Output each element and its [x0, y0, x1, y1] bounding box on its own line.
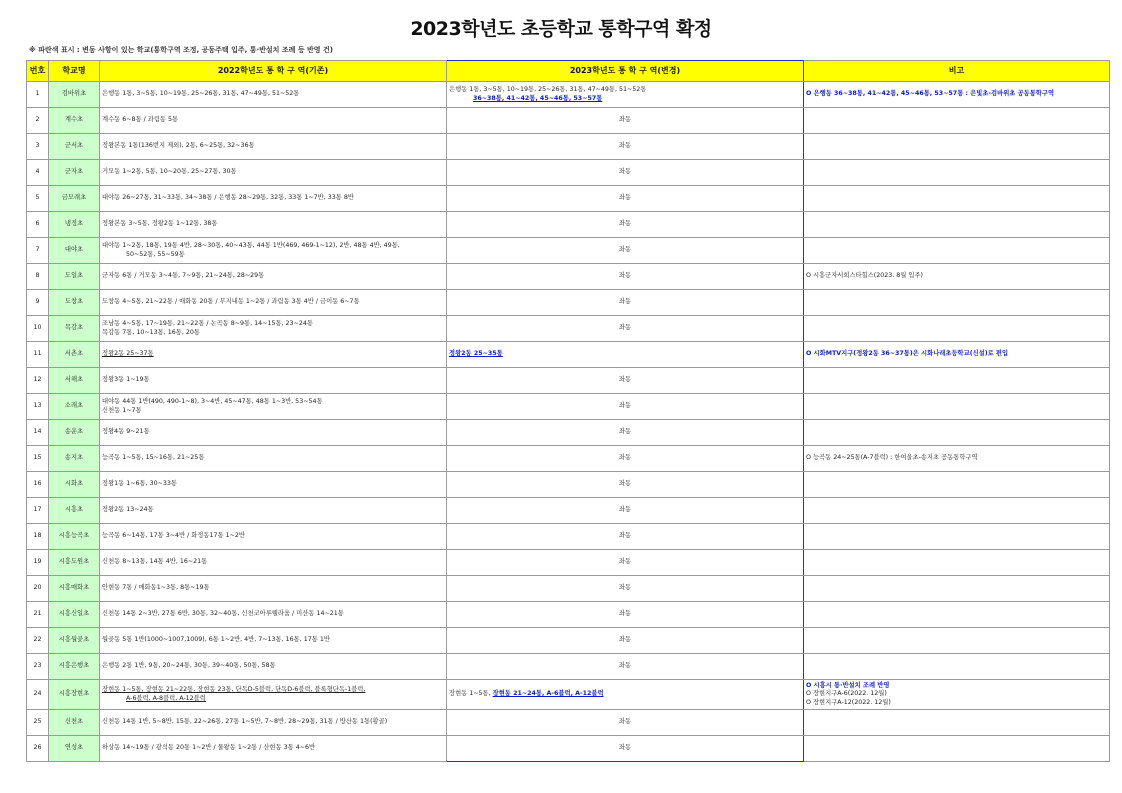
- row-no: 4: [27, 160, 49, 186]
- remark: [804, 498, 1110, 524]
- remark: [804, 654, 1110, 680]
- header-remark: 비고: [804, 61, 1110, 82]
- area-2022: 은행동 1통, 3~5통, 10~19통, 25~26통, 31통, 47~49통, 51~52통: [100, 82, 447, 108]
- remark: [804, 368, 1110, 394]
- area-2023: 좌동: [447, 290, 804, 316]
- school-name: 시흥은행초: [49, 654, 100, 680]
- school-name: 계수초: [49, 108, 100, 134]
- area-2022: [100, 238, 447, 264]
- row-no: 15: [27, 446, 49, 472]
- school-name: 시흥월곶초: [49, 628, 100, 654]
- area-2023: 좌동: [447, 446, 804, 472]
- area-2022: 정왕1동 1~6통, 30~33통: [100, 472, 447, 498]
- area-2022: 군자동 6통 / 거모동 3~4통, 7~9통, 21~24통, 28~29통: [100, 264, 447, 290]
- school-name: 검바위초: [49, 82, 100, 108]
- row-no: 3: [27, 134, 49, 160]
- school-name: 대야초: [49, 238, 100, 264]
- area-2022: 신천동 14통 2~3반, 27통 6반, 30통, 32~40통, 신천코아루웰라움 / 미산동 14~21통: [100, 602, 447, 628]
- table-row: [27, 524, 1110, 550]
- row-no: 19: [27, 550, 49, 576]
- remark: [804, 736, 1110, 762]
- area-2022: 정왕2동 25~37통: [100, 342, 447, 368]
- area-2022-line: 대야동 44통 1반(490, 490-1~8), 3~4반, 45~47통, 48통 1~3반, 53~54통: [102, 398, 323, 405]
- row-no: 22: [27, 628, 49, 654]
- area-2022: 신천동 14통 1반, 5~8반, 15통, 22~26통, 27통 1~5반, 7~8반, 28~29통, 31통 / 방산동 1통(황골): [100, 710, 447, 736]
- remark: [804, 290, 1110, 316]
- table-row: [27, 550, 1110, 576]
- area-2023: 좌동: [447, 134, 804, 160]
- school-district-table: [26, 60, 1110, 762]
- area-2022: 계수동 6~8통 / 과림동 5통: [100, 108, 447, 134]
- school-name: 시흥신일초: [49, 602, 100, 628]
- table-row: [27, 498, 1110, 524]
- remark: O 은행동 36~38통, 41~42통, 45~46통, 53~57통 : 은빛초-검바위초 공동통학구역: [804, 82, 1110, 108]
- page-title: 2023학년도 초등학교 통학구역 확정: [410, 18, 712, 40]
- table-row: [27, 446, 1110, 472]
- area-2022: [100, 394, 447, 420]
- remark: O 시화MTV지구(정왕2동 36~37통)은 시화나래초등학교(신설)로 편입: [804, 342, 1110, 368]
- area-2023: 좌동: [447, 736, 804, 762]
- row-no: 10: [27, 316, 49, 342]
- school-name: 도일초: [49, 264, 100, 290]
- remark: [804, 550, 1110, 576]
- area-2023: 좌동: [447, 498, 804, 524]
- area-2023-changed: 36~38통, 41~42통, 45~46통, 53~57통: [473, 94, 603, 102]
- table-row: [27, 394, 1110, 420]
- school-name: 소래초: [49, 394, 100, 420]
- area-2023: 좌동: [447, 524, 804, 550]
- area-2022-line: A-6블럭, A-8블럭, A-12블럭: [126, 694, 206, 702]
- area-2022: 정왕3동 1~19통: [100, 368, 447, 394]
- row-no: 11: [27, 342, 49, 368]
- area-2023: 좌동: [447, 654, 804, 680]
- school-name: 시흥매화초: [49, 576, 100, 602]
- school-name: 금모래초: [49, 186, 100, 212]
- header-area-2022: 2022학년도 통 학 구 역(기존): [100, 61, 447, 82]
- remark-line: O 시흥시 통·반설치 조례 반영: [806, 681, 890, 689]
- remark: [804, 680, 1110, 710]
- school-name: 서해초: [49, 368, 100, 394]
- area-2022: 거모동 1~2통, 5통, 10~20통, 25~27통, 30통: [100, 160, 447, 186]
- remark: O 시흥군자서희스타힐스(2023. 8월 입주): [804, 264, 1110, 290]
- remark: [804, 472, 1110, 498]
- table-row: [27, 420, 1110, 446]
- school-name: 연성초: [49, 736, 100, 762]
- header-school: 학교명: [49, 61, 100, 82]
- table-row: [27, 654, 1110, 680]
- table-row: [27, 736, 1110, 762]
- area-2022: 안현동 7통 / 매화동1~3통, 8통~19통: [100, 576, 447, 602]
- area-2022-line: 대야동 1~2통, 18통, 19통 4반, 28~30통, 40~43통, 44통 1반(469, 469-1~12), 2반, 48통 4반, 49통,: [102, 242, 400, 249]
- area-2022-line: 목감동 7통, 10~13통, 16통, 20통: [102, 328, 200, 336]
- area-2022: 도창동 4~5통, 21~22통 / 매화동 20통 / 무지내동 1~2통 / 과림동 3통 4반 / 금이동 6~7통: [100, 290, 447, 316]
- row-no: 23: [27, 654, 49, 680]
- row-no: 20: [27, 576, 49, 602]
- row-no: 18: [27, 524, 49, 550]
- table-row: [27, 602, 1110, 628]
- row-no: 17: [27, 498, 49, 524]
- area-2022: 능곡동 6~14통, 17통 3~4반 / 화정동17통 1~2반: [100, 524, 447, 550]
- area-2022: 능곡동 1~5통, 15~16통, 21~25통: [100, 446, 447, 472]
- area-2023: 좌동: [447, 108, 804, 134]
- remark: [804, 238, 1110, 264]
- area-2022-line: 50~52통, 55~59통: [126, 250, 185, 258]
- remark: [804, 186, 1110, 212]
- area-2022: 정왕본동 3~5통, 정왕2동 1~12통, 38통: [100, 212, 447, 238]
- table-row: [27, 368, 1110, 394]
- row-no: 24: [27, 680, 49, 710]
- remark: [804, 576, 1110, 602]
- school-name: 송지초: [49, 446, 100, 472]
- area-2023: 좌동: [447, 264, 804, 290]
- school-name: 냉정초: [49, 212, 100, 238]
- table-row: [27, 264, 1110, 290]
- area-2023-line: 은행동 1통, 3~5통, 10~19통, 25~26통, 31통, 47~49통, 51~52통: [449, 86, 647, 93]
- table-row: [27, 160, 1110, 186]
- school-name: 도창초: [49, 290, 100, 316]
- remark-line: O 장현지구A-6(2022. 12월): [806, 690, 887, 698]
- area-2023: [447, 82, 804, 108]
- row-no: 25: [27, 710, 49, 736]
- school-name: 시흥장현초: [49, 680, 100, 710]
- area-2022: 월곶동 5통 1반(1000~1007,1009), 6통 1~2반, 4반, 7~13통, 16통, 17통 1반: [100, 628, 447, 654]
- area-2023: [447, 680, 804, 710]
- remark: [804, 710, 1110, 736]
- school-name: 서촌초: [49, 342, 100, 368]
- remark: [804, 160, 1110, 186]
- row-no: 16: [27, 472, 49, 498]
- remark: [804, 602, 1110, 628]
- table-row: [27, 342, 1110, 368]
- area-2022: [100, 316, 447, 342]
- header-no: 번호: [27, 61, 49, 82]
- table-row: [27, 710, 1110, 736]
- remark: [804, 394, 1110, 420]
- table-row: [27, 238, 1110, 264]
- area-2023: 좌동: [447, 212, 804, 238]
- area-2023: 좌동: [447, 368, 804, 394]
- area-2022: 정왕4동 9~21통: [100, 420, 447, 446]
- area-2023-changed: 장현동 21~24통, A-6블럭, A-12블럭: [492, 690, 604, 698]
- area-2023: 좌동: [447, 550, 804, 576]
- row-no: 6: [27, 212, 49, 238]
- area-2023: 좌동: [447, 160, 804, 186]
- row-no: 12: [27, 368, 49, 394]
- table-row: [27, 576, 1110, 602]
- area-2023: 좌동: [447, 710, 804, 736]
- area-2022: 은행동 2통 1반, 9통, 20~24통, 30통, 39~40통, 50통, 58통: [100, 654, 447, 680]
- row-no: 7: [27, 238, 49, 264]
- legend-note: ※ 파란색 표시 : 변동 사항이 있는 학교(통학구역 조정, 공동주택 입주, 통·반설치 조례 등 반영 건): [29, 46, 333, 54]
- table-row: [27, 290, 1110, 316]
- area-2022: 대야동 26~27통, 31~33통, 34~38통 / 은행동 28~29통, 32통, 33통 1~7반, 33통 8반: [100, 186, 447, 212]
- remark: [804, 420, 1110, 446]
- remark: [804, 134, 1110, 160]
- table-row: [27, 472, 1110, 498]
- remark-line: O 장현지구A-12(2022. 12월): [806, 698, 891, 706]
- area-2023: 좌동: [447, 238, 804, 264]
- row-no: 2: [27, 108, 49, 134]
- area-2022: 신천동 8~13통, 14통 4반, 16~21통: [100, 550, 447, 576]
- area-2023: 좌동: [447, 316, 804, 342]
- school-name: 시흥능곡초: [49, 524, 100, 550]
- table-row: [27, 628, 1110, 654]
- school-name: 군서초: [49, 134, 100, 160]
- school-name: 시흥초: [49, 498, 100, 524]
- area-2022: 정왕2동 13~24통: [100, 498, 447, 524]
- area-2022: [100, 680, 447, 710]
- row-no: 14: [27, 420, 49, 446]
- header-row: [27, 61, 1110, 82]
- area-2023: 좌동: [447, 628, 804, 654]
- area-2022-line: 장현동 1~5통, 장현동 21~22통, 장현동 23통, 단독D-5블럭, 단독D-6블럭, 블록형단독-1블럭,: [102, 686, 366, 693]
- table-row: [27, 212, 1110, 238]
- area-2022-line: 조남동 4~5통, 17~19통, 21~22통 / 논곡동 8~9통, 14~15통, 23~24통: [102, 320, 313, 327]
- row-no: 8: [27, 264, 49, 290]
- table-row: [27, 82, 1110, 108]
- school-name: 송운초: [49, 420, 100, 446]
- area-2023: 좌동: [447, 472, 804, 498]
- table-row: [27, 316, 1110, 342]
- table-row: [27, 134, 1110, 160]
- table-row: [27, 108, 1110, 134]
- table-row: [27, 186, 1110, 212]
- area-2022: 정왕본동 1통(136번지 제외), 2통, 6~25통, 32~36통: [100, 134, 447, 160]
- school-name: 군자초: [49, 160, 100, 186]
- row-no: 5: [27, 186, 49, 212]
- table-row: [27, 680, 1110, 710]
- row-no: 9: [27, 290, 49, 316]
- remark: [804, 108, 1110, 134]
- school-name: 목감초: [49, 316, 100, 342]
- remark: [804, 316, 1110, 342]
- school-name: 신천초: [49, 710, 100, 736]
- row-no: 1: [27, 82, 49, 108]
- remark: [804, 524, 1110, 550]
- school-name: 시화초: [49, 472, 100, 498]
- school-name: 시흥도원초: [49, 550, 100, 576]
- row-no: 26: [27, 736, 49, 762]
- area-2022-line: 신천동 1~7통: [102, 406, 142, 414]
- remark: [804, 628, 1110, 654]
- area-2023: 좌동: [447, 186, 804, 212]
- area-2023: 좌동: [447, 394, 804, 420]
- area-2022: 하상동 14~19통 / 광석동 20통 1~2반 / 물왕동 1~2통 / 산현동 3통 4~6반: [100, 736, 447, 762]
- area-2023: 좌동: [447, 602, 804, 628]
- row-no: 21: [27, 602, 49, 628]
- header-area-2023: 2023학년도 통 학 구 역(변경): [447, 61, 804, 82]
- row-no: 13: [27, 394, 49, 420]
- area-2023-prefix: 장현동 1~5통,: [449, 690, 491, 698]
- area-2023: 좌동: [447, 420, 804, 446]
- remark: [804, 212, 1110, 238]
- area-2023: 좌동: [447, 576, 804, 602]
- remark: O 능곡동 24~25통(A-7블럭) : 한여울초-송지초 공동통학구역: [804, 446, 1110, 472]
- area-2023-changed: 정왕2동 25~35통: [447, 342, 804, 368]
